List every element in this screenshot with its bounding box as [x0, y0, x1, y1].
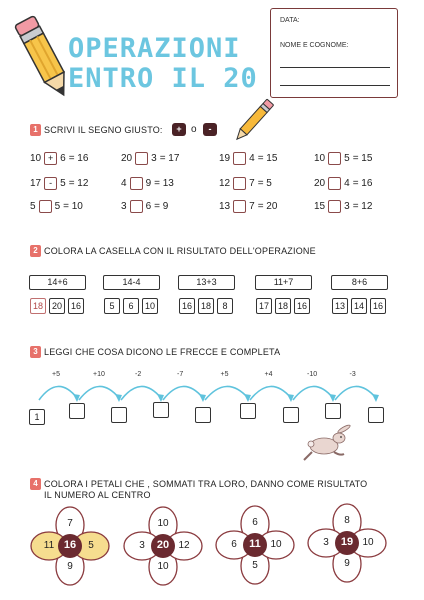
exercise-4-number: 4: [30, 478, 41, 490]
result: = 16: [68, 153, 89, 164]
arrow-head-icon: [372, 394, 379, 402]
result: = 15: [257, 153, 278, 164]
petal-number: 6: [252, 517, 258, 528]
operand-a: 15: [314, 201, 326, 212]
step-label: -7: [177, 371, 184, 378]
arrow-head-icon: [244, 394, 251, 402]
result: = 5: [257, 178, 272, 189]
result-option-cell[interactable]: 10: [142, 298, 158, 314]
sign-answer-box[interactable]: -: [44, 177, 57, 190]
operation-box: 14+6: [29, 275, 86, 290]
result-option-cell[interactable]: 18: [30, 298, 46, 314]
equation: [314, 177, 372, 190]
equation: [314, 152, 372, 165]
minus-sign-badge: -: [203, 123, 217, 136]
step-arrow: [205, 386, 248, 400]
exercise-3-number: 3: [30, 346, 41, 358]
equation: [219, 177, 272, 190]
student-info-box: [270, 8, 398, 98]
rabbit-illustration: [302, 422, 354, 462]
operation-box: 8+6: [331, 275, 388, 290]
operation-box: 14-4: [103, 275, 160, 290]
operand-b: 5: [344, 153, 350, 164]
operand-a: 3: [121, 201, 127, 212]
sign-answer-box[interactable]: [39, 200, 52, 213]
arrow-head-icon: [115, 394, 122, 402]
center-number: 16: [63, 539, 77, 551]
operand-b: 4: [249, 153, 255, 164]
step-arrow: [335, 386, 376, 400]
step-label: +5: [52, 371, 60, 378]
petal-number: 8: [344, 515, 350, 526]
equation: [314, 200, 372, 213]
result: = 15: [352, 153, 373, 164]
result-option-cell[interactable]: 16: [294, 298, 310, 314]
or-label: o: [191, 124, 197, 135]
step-label: -10: [307, 371, 318, 378]
result-option-cell[interactable]: 5: [104, 298, 120, 314]
result-option-cell[interactable]: 18: [198, 298, 214, 314]
step-label: +10: [93, 371, 105, 378]
step-label: +5: [220, 371, 229, 378]
sign-answer-box[interactable]: [328, 177, 341, 190]
exercise-4-instruction-line-1: COLORA I PETALI CHE , SOMMATI TRA LORO, DANNO COME RISULTATO: [44, 479, 368, 489]
result-option-cell[interactable]: 8: [217, 298, 233, 314]
step-label: -2: [135, 371, 142, 378]
petal-number: 5: [252, 560, 258, 571]
result: = 10: [63, 201, 83, 212]
exercise-4-instruction-line-2: IL NUMERO AL CENTRO: [44, 490, 151, 500]
equation: [30, 177, 88, 190]
equation: [121, 177, 174, 190]
operand-a: 17: [30, 178, 42, 189]
answer-box[interactable]: [368, 407, 384, 423]
center-number: 19: [340, 536, 354, 548]
pencil-illustration: [14, 10, 74, 110]
petal-number: 9: [344, 558, 350, 569]
result-option-cell[interactable]: 17: [256, 298, 272, 314]
equation: [30, 200, 83, 213]
sign-answer-box[interactable]: [233, 152, 246, 165]
exercise-3-instruction: LEGGI CHE COSA DICONO LE FRECCE E COMPLETA: [44, 347, 281, 357]
petal-number: 5: [88, 540, 94, 551]
result-option-cell[interactable]: 13: [332, 298, 348, 314]
answer-box[interactable]: [240, 403, 256, 419]
petal-number: 3: [323, 537, 329, 548]
center-number: 20: [156, 539, 170, 551]
number-line-arrows: [0, 370, 424, 420]
date-label: DATA:: [280, 17, 300, 24]
step-arrow: [293, 386, 333, 400]
center-number: 11: [249, 538, 261, 550]
arrow-head-icon: [329, 394, 336, 402]
operand-b: 3: [151, 153, 157, 164]
result: = 20: [257, 201, 278, 212]
exercise-2-number: 2: [30, 245, 41, 257]
result: = 9: [154, 201, 169, 212]
answer-box[interactable]: [153, 402, 169, 418]
petal-number: 11: [43, 540, 55, 551]
operand-a: 5: [30, 201, 36, 212]
plus-sign-badge: +: [172, 123, 186, 136]
name-line-1[interactable]: [280, 67, 390, 68]
sign-answer-box[interactable]: [328, 200, 341, 213]
step-arrow: [163, 386, 203, 400]
operand-b: 3: [344, 201, 350, 212]
operation-box: 11+7: [255, 275, 312, 290]
operand-a: 20: [121, 153, 133, 164]
petal-number: 9: [67, 561, 73, 572]
sign-answer-box[interactable]: +: [44, 152, 57, 165]
sign-answer-box[interactable]: [130, 177, 143, 190]
operand-a: 10: [30, 153, 42, 164]
equation: [219, 152, 277, 165]
result: = 12: [352, 201, 373, 212]
result: = 17: [159, 153, 180, 164]
title-line-1: OPERAZIONI: [68, 33, 241, 64]
result-option-cell[interactable]: 16: [370, 298, 386, 314]
step-arrow: [250, 386, 291, 400]
operand-a: 13: [219, 201, 231, 212]
operand-b: 6: [145, 201, 152, 212]
operand-b: 5: [60, 178, 66, 189]
result: = 12: [68, 178, 89, 189]
operand-a: 10: [314, 153, 326, 164]
petal-number: 12: [178, 540, 190, 551]
step-label: -3: [349, 371, 356, 378]
operand-a: 4: [121, 178, 127, 189]
result-option-cell[interactable]: 6: [123, 298, 139, 314]
sign-answer-box[interactable]: [328, 152, 341, 165]
petal-number: 3: [139, 540, 145, 551]
answer-box[interactable]: [195, 407, 211, 423]
exercise-1-instruction: SCRIVI IL SEGNO GIUSTO:: [44, 125, 163, 135]
arrow-head-icon: [73, 394, 80, 402]
answer-box[interactable]: [325, 403, 341, 419]
operand-b: 7: [249, 178, 255, 189]
exercise-2-instruction: COLORA LA CASELLA CON IL RISULTATO DELL'OPERAZIONE: [44, 246, 316, 256]
result-option-cell[interactable]: 20: [49, 298, 65, 314]
answer-box[interactable]: [111, 407, 127, 423]
petal-number: 10: [157, 561, 169, 572]
arrow-head-icon: [287, 394, 294, 402]
sign-answer-box[interactable]: [135, 152, 148, 165]
operand-a: 19: [219, 153, 231, 164]
start-number-box: 1: [29, 409, 45, 425]
equation: [219, 200, 277, 213]
result-option-cell[interactable]: 14: [351, 298, 367, 314]
operand-b: 6: [60, 153, 66, 164]
title-line-2: ENTRO IL 20: [68, 63, 258, 94]
operation-box: 13+3: [178, 275, 235, 290]
small-pencil-illustration: [230, 96, 278, 146]
arrow-head-icon: [157, 394, 164, 402]
equation: [121, 152, 179, 165]
operand-a: 12: [219, 178, 231, 189]
step-arrow: [121, 386, 161, 400]
answer-box[interactable]: [69, 403, 85, 419]
exercise-1-number: 1: [30, 124, 41, 136]
name-line-2[interactable]: [280, 85, 390, 86]
operand-b: 5: [54, 201, 61, 212]
step-arrow: [39, 386, 77, 400]
sign-answer-box[interactable]: [130, 200, 143, 213]
equation: [30, 152, 88, 165]
answer-box[interactable]: [283, 407, 299, 423]
name-label: NOME E COGNOME:: [280, 42, 349, 49]
equation: [121, 200, 168, 213]
result: = 16: [352, 178, 373, 189]
sign-answer-box[interactable]: [233, 177, 246, 190]
operand-b: 9: [145, 178, 152, 189]
step-label: +4: [264, 371, 273, 378]
result-option-cell[interactable]: 18: [275, 298, 291, 314]
result-option-cell[interactable]: 16: [68, 298, 84, 314]
operand-b: 4: [344, 178, 350, 189]
arrow-head-icon: [199, 394, 206, 402]
petal-number: 10: [270, 539, 282, 550]
operand-a: 20: [314, 178, 326, 189]
petal-number: 6: [231, 539, 237, 550]
step-arrow: [79, 386, 119, 400]
operand-b: 7: [249, 201, 255, 212]
sign-answer-box[interactable]: [233, 200, 246, 213]
petal-number: 10: [157, 518, 169, 529]
result-option-cell[interactable]: 16: [179, 298, 195, 314]
result: = 13: [154, 178, 174, 189]
petal-number: 10: [362, 537, 374, 548]
petal-number: 7: [67, 518, 73, 529]
